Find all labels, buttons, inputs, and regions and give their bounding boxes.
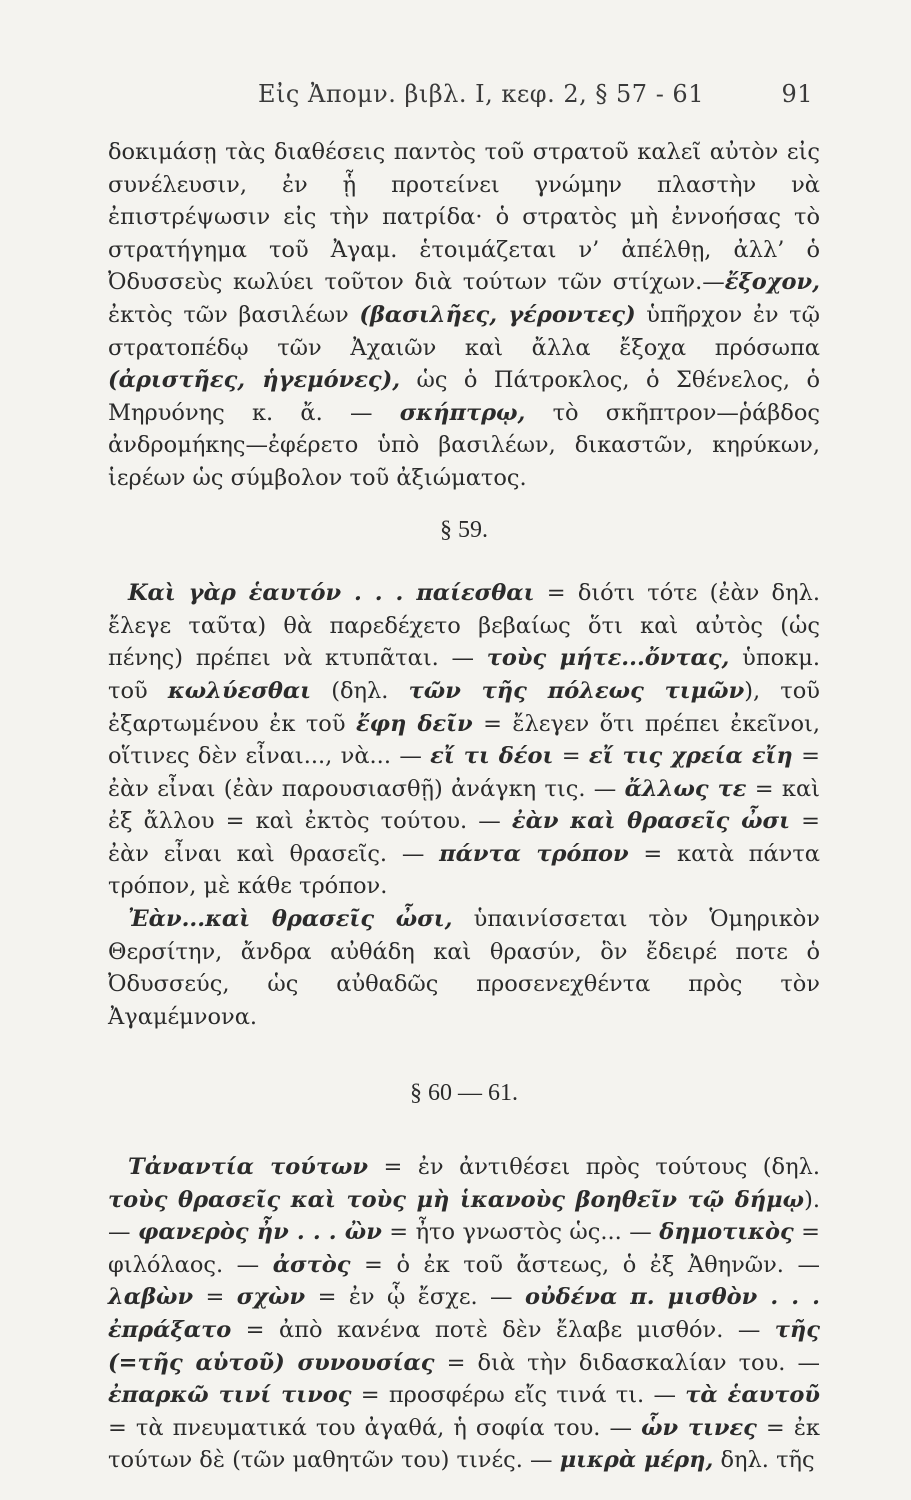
- lemma: ἐὰν καὶ θρασεῖς ὦσι: [511, 808, 790, 835]
- text-run: = ἐὰν εἶναι καὶ θρασεῖς. —: [108, 808, 820, 867]
- text-run: ὡς ὁ Πάτροκλος, ὁ Σθένελος, ὁ Μηρυόνης κ. ἄ. —: [108, 367, 820, 426]
- paragraph-commentary-59: [108, 577, 820, 903]
- lemma: τῶν τῆς πόλεως τιμῶν: [408, 677, 745, 704]
- lemma: μικρὰ μέρη,: [559, 1447, 714, 1474]
- paragraph-commentary-58: [108, 136, 820, 495]
- text-run: τὸ σκῆπτρον—ῥάβδος ἀνδρομήκης—ἐφέρετο ὑπὸ βασιλέων, δικαστῶν, κηρύκων, ἱερέων ὡς σύμβολον τοῦ ἀξιώματος.: [108, 399, 820, 491]
- lemma: Καὶ γὰρ ἑαυτόν . . . παίεσθαι: [128, 580, 535, 607]
- lemma: ἐπαρκῶ τινί τινος: [108, 1382, 352, 1409]
- paragraph-thersites: [108, 903, 820, 1033]
- page-number: 91: [781, 80, 813, 108]
- text-run: = καὶ ἐξ ἄλλου = καὶ ἐκτὸς τούτου. —: [108, 775, 820, 835]
- text-run: = προσφέρω εἴς τινά τι. —: [351, 1382, 686, 1409]
- section-heading-60-61: § 60 — 61.: [410, 1080, 518, 1107]
- text-run: =: [553, 743, 589, 770]
- text-run: δοκιμάσῃ τὰς διαθέσεις παντὸς τοῦ στρατοῦ καλεῖ αὐτὸν εἰς συνέλευσιν, ἐν ᾗ προτείνει γνώμην πλαστὴν νὰ ἐπιστρέψωσιν εἰς τὴν πατρίδα· ὁ στρατὸς μὴ ἐννοήσας τὸ στρατήγημα τοῦ Ἀγαμ. ἑτοιμάζεται ν’ ἀπέλθῃ, ἀλλ’ ὁ Ὀδυσσεὺς κωλύει τοῦτον διὰ τούτων τῶν στίχων.—: [108, 139, 820, 296]
- text-run: = ἐὰν εἶναι (ἐὰν παρουσιασθῇ) ἀνάγκη τις. —: [108, 743, 820, 802]
- lemma: λαβὼν: [108, 1284, 194, 1311]
- lemma: σκήπτρῳ,: [399, 399, 526, 426]
- text-run: = ἐν ἀντιθέσει πρὸς τούτους (δηλ.: [368, 1154, 820, 1181]
- text-run: ὑπαινίσσεται τὸν Ὁμηρικὸν Θερσίτην, ἄνδρα αὐθάδη καὶ θρασύν, ὃν ἔδειρέ ποτε ὁ Ὀδυσσεύς, ὡς αὐθαδῶς προσενεχθέντα πρὸς τὸν Ἀγαμέμνονα.: [108, 906, 820, 1030]
- page-body: [108, 136, 820, 1477]
- text-run: = ἀπὸ κανένα ποτὲ δὲν ἔλαβε μισθόν. —: [231, 1317, 775, 1343]
- lemma: ἔξοχον,: [724, 269, 820, 296]
- lemma: κωλύεσθαι: [167, 677, 312, 704]
- text-run: ἐκτὸς τῶν βασιλέων: [108, 301, 360, 328]
- paragraph-commentary-60-61: [108, 1151, 820, 1477]
- text-run: = διότι τότε (ἐὰν δηλ. ἔλεγε ταῦτα) θὰ παρεδέχετο βεβαίως ὅτι καὶ αὐτὸς (ὡς πένης) πρέπει νὰ κτυπᾶται. —: [108, 580, 820, 672]
- lemma: ἀστὸς: [272, 1251, 351, 1278]
- lemma: τῆς (=τῆς αὑτοῦ) συνουσίας: [108, 1317, 820, 1376]
- text-run: (δηλ.: [311, 677, 409, 704]
- text-run: = διὰ τὴν διδασκαλίαν του. —: [434, 1349, 820, 1376]
- text-run: = ἐν ᾧ ἔσχε. —: [305, 1284, 525, 1311]
- text-run: =: [193, 1284, 237, 1311]
- lemma: δημοτικὸς: [659, 1219, 794, 1246]
- text-run: = ἐκ τούτων δὲ (τῶν μαθητῶν του) τινές. —: [108, 1414, 820, 1474]
- text-run: ὑποκμ. τοῦ: [108, 645, 820, 704]
- lemma: (βασιλῆες, γέροντες): [359, 301, 636, 328]
- running-title: Εἰς Ἀπομν. βιβλ. Ι, κεφ. 2, § 57 - 61: [258, 80, 704, 108]
- lemma: (ἀριστῆες, ἡγεμόνες),: [108, 367, 401, 394]
- text-run: δηλ. τῆς: [713, 1447, 815, 1474]
- text-run: ), τοῦ ἐξαρτωμένου ἐκ τοῦ: [108, 677, 820, 737]
- lemma: Ἐὰν...καὶ θρασεῖς ὦσι,: [128, 906, 453, 933]
- text-run: ). —: [108, 1186, 820, 1246]
- text-run: ὑπῆρχον ἐν τῷ στρατοπέδῳ τῶν Ἀχαιῶν καὶ ἄλλα ἔξοχα πρόσωπα: [108, 301, 820, 361]
- text-run: = φιλόλαος. —: [108, 1219, 820, 1278]
- text-run: = ἦτο γνωστὸς ὡς... —: [381, 1219, 660, 1246]
- lemma: φανερὸς ἦν . . . ὢν: [137, 1219, 382, 1246]
- lemma: σχὼν: [236, 1284, 306, 1311]
- lemma: τοὺς μήτε...ὄντας,: [486, 645, 730, 672]
- section-heading-59: § 59.: [440, 516, 488, 543]
- text-run: = κατὰ πάντα τρόπον, μὲ κάθε τρόπον.: [108, 840, 820, 900]
- text-run: = τὰ πνευματικά του ἀγαθά, ἡ σοφία του. —: [108, 1414, 642, 1441]
- lemma: εἴ τις χρεία εἴη: [588, 743, 793, 770]
- lemma: ἔφη δεῖν: [355, 710, 473, 737]
- text-run: = ὁ ἐκ τοῦ ἄστεως, ὁ ἐξ Ἀθηνῶν. —: [350, 1251, 820, 1278]
- text-run: = ἔλεγεν ὅτι πρέπει ἐκεῖνοι, οἵτινες δὲν εἶναι..., νὰ... —: [108, 710, 821, 770]
- page-header: [110, 80, 813, 120]
- lemma: ἄλλως τε: [624, 775, 747, 802]
- lemma: Τἀναντία τούτων: [128, 1154, 369, 1181]
- lemma: εἴ τι δέοι: [430, 743, 554, 770]
- lemma: οὐδένα π. μισθὸν . . . ἐπράξατο: [108, 1284, 820, 1343]
- lemma: ὧν τινες: [641, 1414, 757, 1441]
- lemma: πάντα τρόπον: [439, 840, 629, 867]
- lemma: τοὺς θρασεῖς καὶ τοὺς μὴ ἱκανοὺς βοηθεῖν τῷ δήμῳ: [108, 1186, 805, 1213]
- lemma: τὰ ἑαυτοῦ: [685, 1382, 821, 1409]
